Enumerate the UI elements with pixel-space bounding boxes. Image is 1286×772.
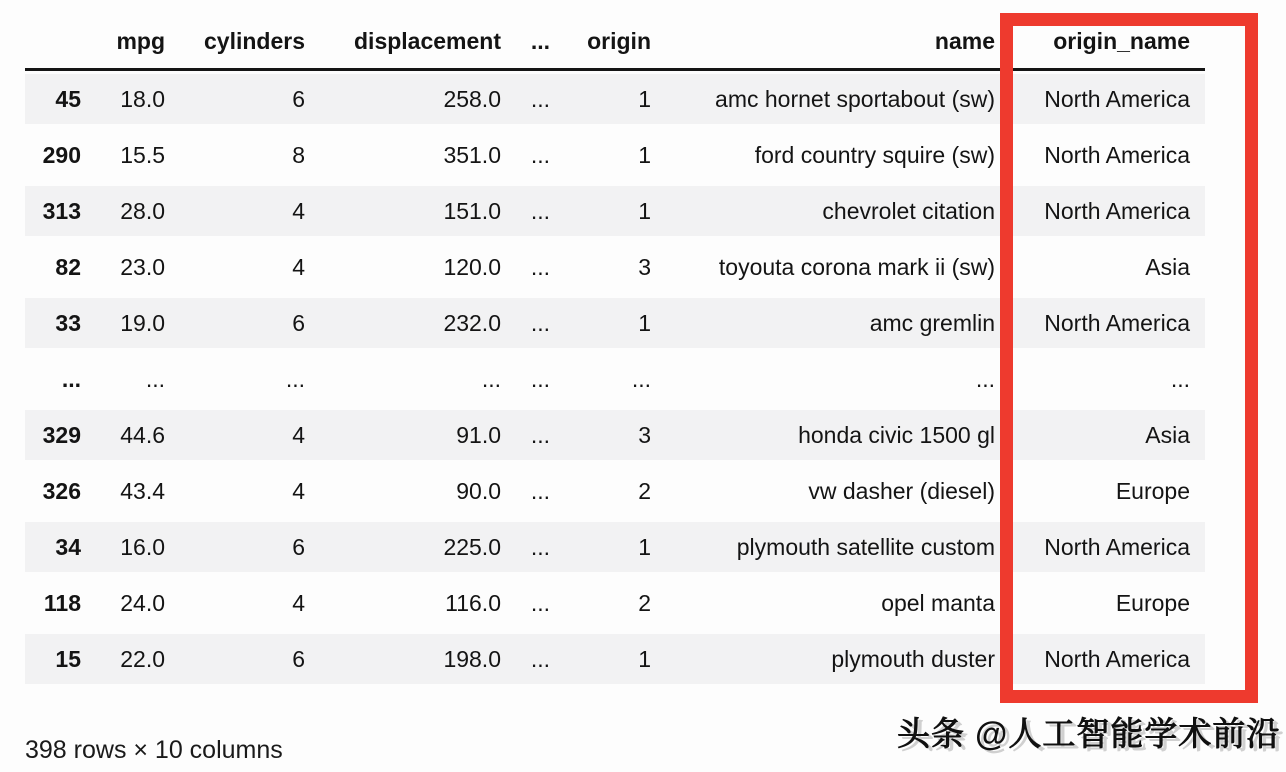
row-index: 45 [25, 71, 81, 127]
shape-summary: 398 rows × 10 columns [25, 736, 283, 764]
table-cell: 2 [550, 463, 651, 519]
row-index: 82 [25, 239, 81, 295]
row-index: 118 [25, 575, 81, 631]
table-cell: ... [501, 407, 550, 463]
table-row [25, 631, 1205, 687]
table-cell: 1 [550, 519, 651, 575]
table-cell: 198.0 [305, 631, 501, 687]
table-cell: 43.4 [81, 463, 165, 519]
table-cell: 4 [165, 183, 305, 239]
table-cell: 351.0 [305, 127, 501, 183]
row-index: 329 [25, 407, 81, 463]
table-cell: 28.0 [81, 183, 165, 239]
table-cell: 8 [165, 127, 305, 183]
table-cell: 1 [550, 183, 651, 239]
table-cell: 19.0 [81, 295, 165, 351]
table-cell: 6 [165, 631, 305, 687]
table-cell: North America [995, 295, 1205, 351]
table-cell: 6 [165, 71, 305, 127]
row-index: 326 [25, 463, 81, 519]
row-index: 15 [25, 631, 81, 687]
table-cell: 120.0 [305, 239, 501, 295]
table-cell: 1 [550, 71, 651, 127]
table-cell: 4 [165, 463, 305, 519]
column-header-origin: origin [550, 14, 651, 71]
table-cell: ... [501, 239, 550, 295]
table-row [25, 239, 1205, 295]
table-cell: amc hornet sportabout (sw) [651, 71, 995, 127]
table-cell: plymouth duster [651, 631, 995, 687]
table-cell: 4 [165, 239, 305, 295]
table-cell: 4 [165, 407, 305, 463]
table-row [25, 351, 1205, 407]
table-cell: Asia [995, 407, 1205, 463]
table-cell: North America [995, 71, 1205, 127]
table-cell: 22.0 [81, 631, 165, 687]
table-cell: North America [995, 631, 1205, 687]
table-cell: opel manta [651, 575, 995, 631]
table-cell: 3 [550, 239, 651, 295]
table-cell: 6 [165, 519, 305, 575]
table-row [25, 575, 1205, 631]
table-cell: chevrolet citation [651, 183, 995, 239]
row-index: 290 [25, 127, 81, 183]
table-cell: 15.5 [81, 127, 165, 183]
table-cell: ... [501, 463, 550, 519]
table-cell: ... [995, 351, 1205, 407]
table-body [25, 71, 1205, 687]
table-cell: ... [550, 351, 651, 407]
table-cell: ... [501, 71, 550, 127]
table-cell: 1 [550, 127, 651, 183]
table-cell: 116.0 [305, 575, 501, 631]
table-row [25, 407, 1205, 463]
table-cell: 23.0 [81, 239, 165, 295]
table-cell: 232.0 [305, 295, 501, 351]
table-row [25, 519, 1205, 575]
column-header-index [25, 14, 81, 71]
table-cell: 44.6 [81, 407, 165, 463]
table-cell: ... [651, 351, 995, 407]
table-cell: ... [501, 519, 550, 575]
column-header-name: name [651, 14, 995, 71]
table-cell: 18.0 [81, 71, 165, 127]
table-cell: 2 [550, 575, 651, 631]
table-cell: 151.0 [305, 183, 501, 239]
table-cell: North America [995, 519, 1205, 575]
table-cell: ... [165, 351, 305, 407]
column-header-displacement: displacement [305, 14, 501, 71]
table-cell: Asia [995, 239, 1205, 295]
column-header-origin_name: origin_name [995, 14, 1205, 71]
table-cell: ... [501, 575, 550, 631]
table-cell: 4 [165, 575, 305, 631]
table-row [25, 71, 1205, 127]
table-cell: vw dasher (diesel) [651, 463, 995, 519]
table-cell: 91.0 [305, 407, 501, 463]
table-cell: amc gremlin [651, 295, 995, 351]
table-cell: 6 [165, 295, 305, 351]
table-cell: 24.0 [81, 575, 165, 631]
row-index: 33 [25, 295, 81, 351]
table-cell: Europe [995, 463, 1205, 519]
row-index: 34 [25, 519, 81, 575]
column-header-cylinders: cylinders [165, 14, 305, 71]
row-index: ... [25, 351, 81, 407]
table-cell: North America [995, 127, 1205, 183]
table-row [25, 127, 1205, 183]
table-cell: 90.0 [305, 463, 501, 519]
table-cell: 1 [550, 631, 651, 687]
table-cell: ... [501, 127, 550, 183]
table-row [25, 463, 1205, 519]
table-cell: 1 [550, 295, 651, 351]
watermark-text: 头条 @人工智能学术前沿 [897, 715, 1281, 752]
table-row [25, 183, 1205, 239]
table-cell: Europe [995, 575, 1205, 631]
dataframe-table [25, 14, 1205, 687]
table-cell: 225.0 [305, 519, 501, 575]
row-index: 313 [25, 183, 81, 239]
table-cell: ... [81, 351, 165, 407]
table-cell: 3 [550, 407, 651, 463]
column-header-ellipsis: ... [501, 14, 550, 71]
table-cell: plymouth satellite custom [651, 519, 995, 575]
table-cell: ... [501, 631, 550, 687]
table-cell: ... [501, 295, 550, 351]
table-row [25, 295, 1205, 351]
table-cell: North America [995, 183, 1205, 239]
table-cell: honda civic 1500 gl [651, 407, 995, 463]
table-cell: ... [305, 351, 501, 407]
table-header-row [25, 14, 1205, 71]
table-cell: ... [501, 351, 550, 407]
table-cell: 258.0 [305, 71, 501, 127]
table-cell: ... [501, 183, 550, 239]
table-cell: ford country squire (sw) [651, 127, 995, 183]
table-cell: 16.0 [81, 519, 165, 575]
table-cell: toyouta corona mark ii (sw) [651, 239, 995, 295]
column-header-mpg: mpg [81, 14, 165, 71]
